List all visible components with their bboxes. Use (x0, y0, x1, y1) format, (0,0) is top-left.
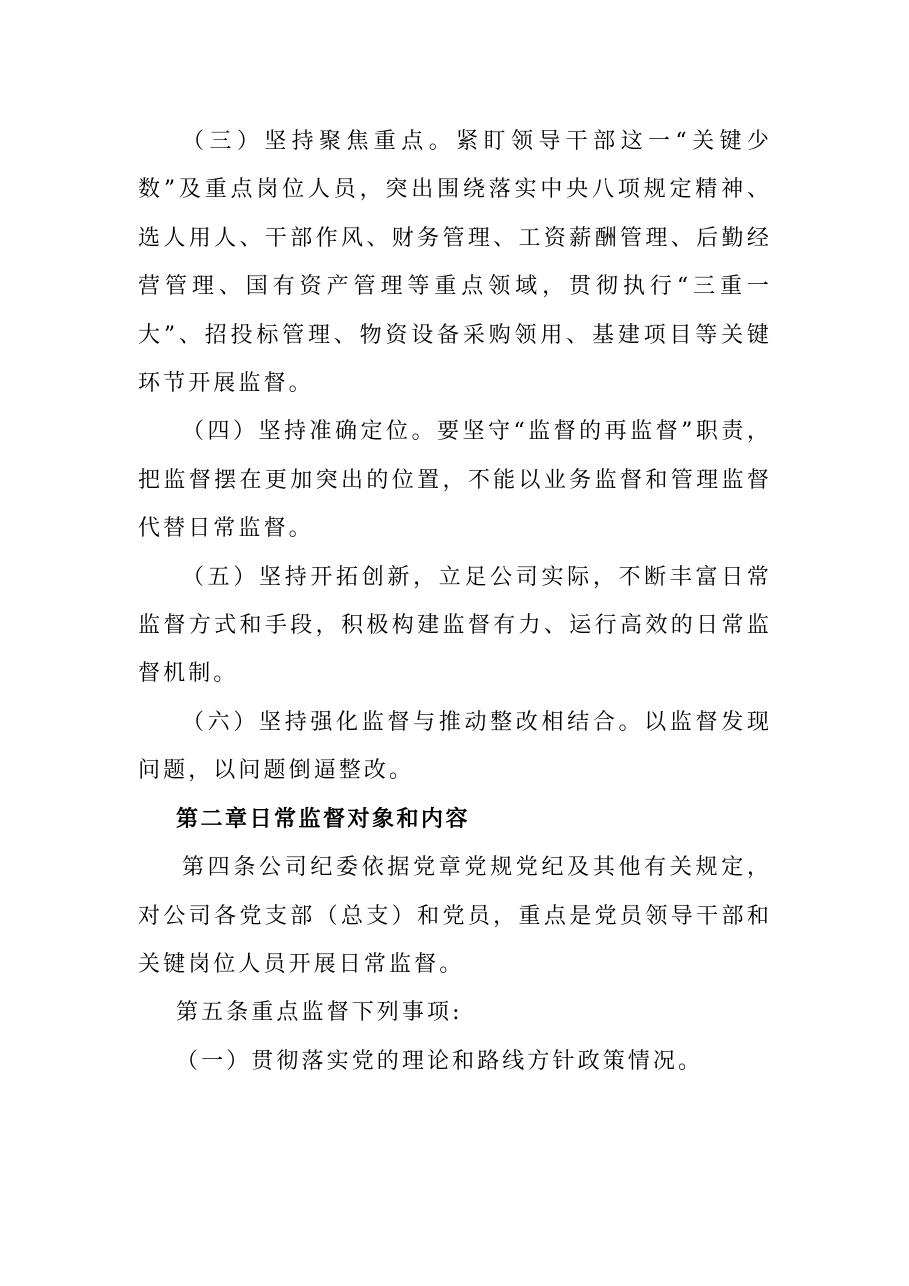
paragraph-innovation: （五）坚持开拓创新，立足公司实际，不断丰富日常监督方式和手段，积极构建监督有力、运行高效的日常监督机制。 (138, 564, 772, 687)
article-four: 第四条公司纪委依据党章党规党纪及其他有关规定，对公司各党支部（总支）和党员，重点是党员领导干部和关键岗位人员开展日常监督。 (138, 855, 772, 977)
article-five-item-one: （一）贯彻落实党的理论和路线方针政策情况。 (176, 1048, 704, 1074)
document-body (138, 118, 772, 1086)
paragraph-accurate-positioning: （四）坚持准确定位。要坚守“监督的再监督”职责，把监督摆在更加突出的位置，不能以业务监督和管理监督代替日常监督。 (138, 419, 772, 542)
chapter-heading: 第二章日常监督对象和内容 (176, 806, 471, 832)
article-five: 第五条重点监督下列事项: (176, 1000, 463, 1026)
paragraph-focus-key-points: （三）坚持聚焦重点。紧盯领导干部这一“关键少数”及重点岗位人员，突出围绕落实中央八项规定精神、选人用人、干部作风、财务管理、工资薪酬管理、后勤经营管理、国有资产管理等重点领域，贯彻执行“三重一大”、招投标管理、物资设备采购领用、基建项目等关键环节开展监督。 (138, 129, 772, 397)
paragraph-rectification: （六）坚持强化监督与推动整改相结合。以监督发现问题，以问题倒逼整改。 (138, 709, 772, 784)
